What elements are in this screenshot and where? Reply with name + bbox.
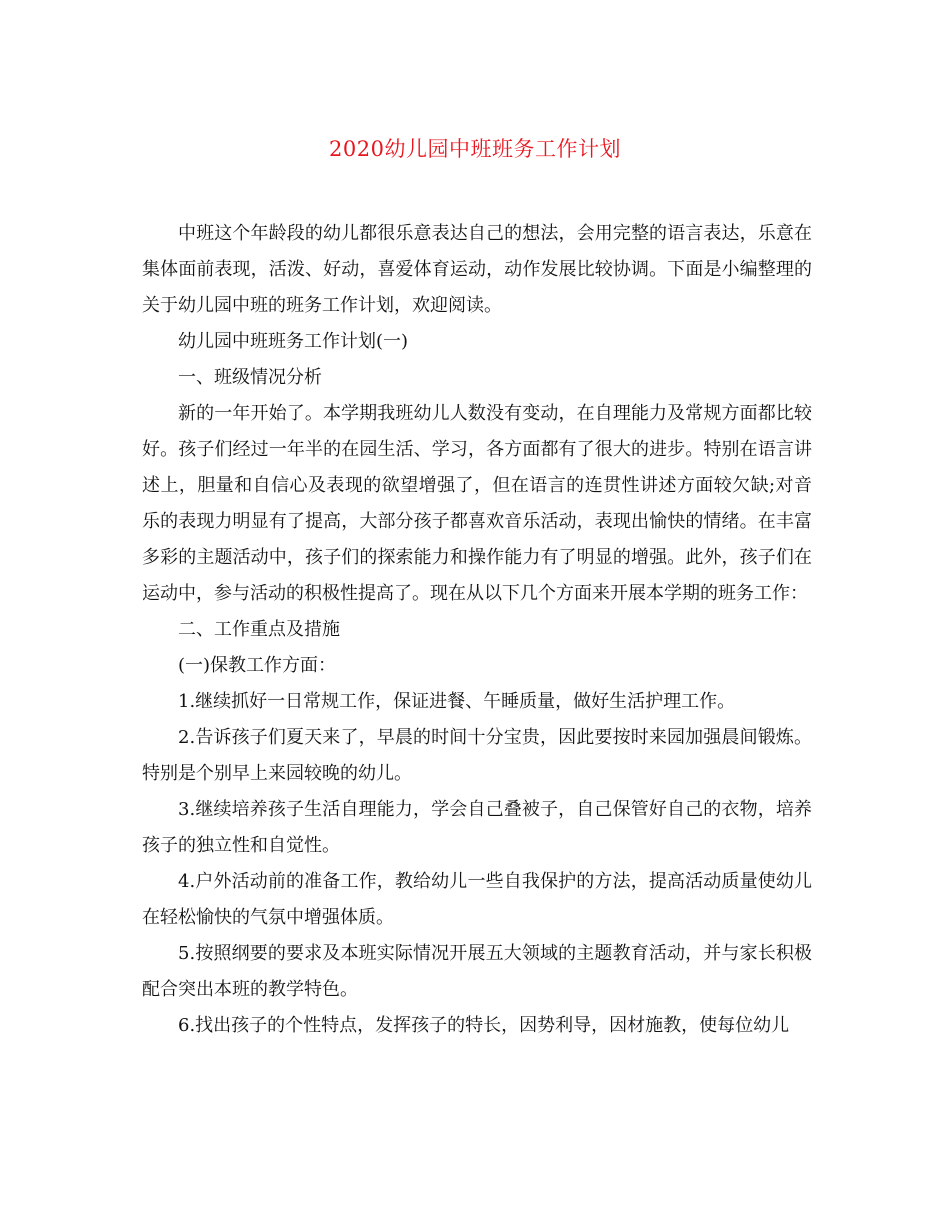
list-item-3: 3.继续培养孩子生活自理能力，学会自己叠被子，自己保管好自己的衣物，培养孩子的独立性和自觉性。 (142, 799, 812, 856)
list-item-1: 1.继续抓好一日常规工作，保证进餐、午睡质量，做好生活护理工作。 (178, 691, 736, 712)
subsection-heading-care-education: (一)保教工作方面： (178, 655, 337, 676)
list-item-6: 6.找出孩子的个性特点，发挥孩子的特长，因势利导，因材施教，使每位幼儿 (178, 1015, 790, 1036)
document-body (142, 216, 812, 1044)
section-heading-class-analysis: 一、班级情况分析 (178, 367, 322, 388)
list-item-4: 4.户外活动前的准备工作，教给幼儿一些自我保护的方法，提高活动质量使幼儿在轻松愉快的气氛中增强体质。 (142, 871, 812, 928)
paragraph-class-analysis: 新的一年开始了。本学期我班幼儿人数没有变动，在自理能力及常规方面都比较好。孩子们经过一年半的在园生活、学习，各方面都有了很大的进步。特别在语言讲述上，胆量和自信心及表现的欲望增强了，但在语言的连贯性讲述方面较欠缺;对音乐的表现力明显有了提高，大部分孩子都喜欢音乐活动，表现出愉快的情绪。在丰富多彩的主题活动中，孩子们的探索能力和操作能力有了明显的增强。此外，孩子们在运动中，参与活动的积极性提高了。现在从以下几个方面来开展本学期的班务工作： (142, 403, 812, 604)
paragraph-intro: 中班这个年龄段的幼儿都很乐意表达自己的想法，会用完整的语言表达，乐意在集体面前表现，活泼、好动，喜爱体育运动，动作发展比较协调。下面是小编整理的关于幼儿园中班的班务工作计划，欢迎阅读。 (142, 223, 812, 316)
list-item-2: 2.告诉孩子们夏天来了，早晨的时间十分宝贵，因此要按时来园加强晨间锻炼。特别是个别早上来园较晚的幼儿。 (142, 727, 812, 784)
section-heading-key-work: 二、工作重点及措施 (178, 619, 340, 640)
list-item-5: 5.按照纲要的要求及本班实际情况开展五大领域的主题教育活动，并与家长积极配合突出本班的教学特色。 (142, 943, 812, 1000)
paragraph-plan-heading: 幼儿园中班班务工作计划(一) (178, 331, 409, 352)
document-title: 2020幼儿园中班班务工作计划 (329, 137, 621, 161)
